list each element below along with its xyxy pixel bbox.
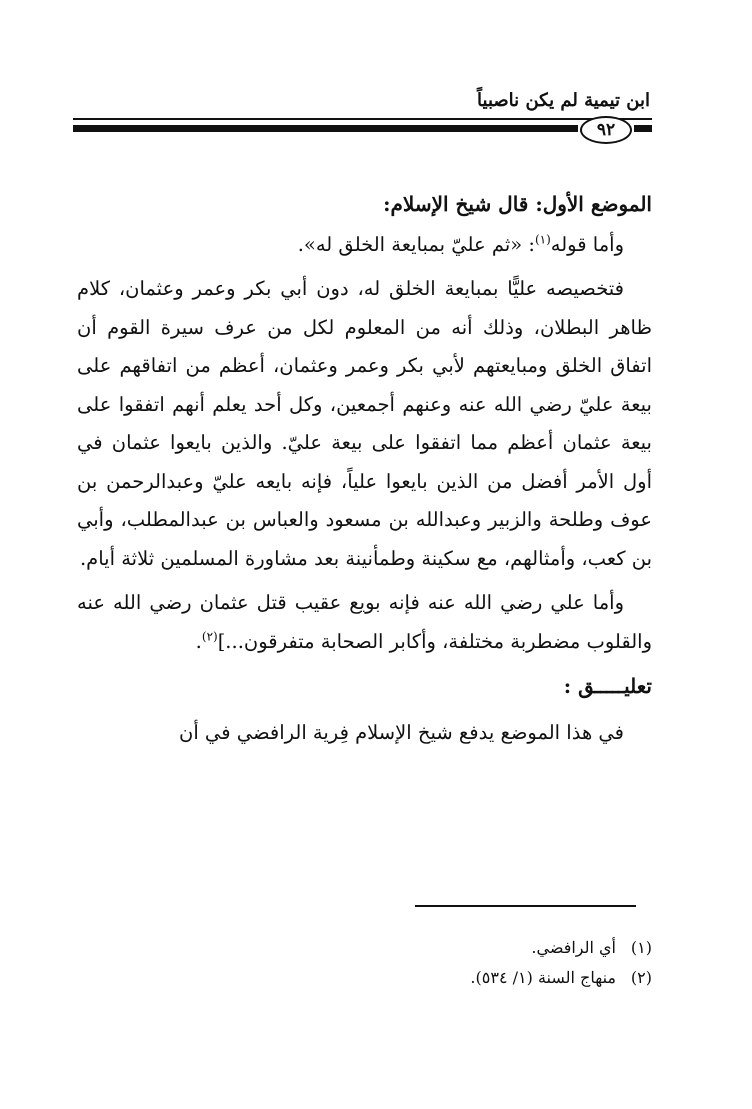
comment-heading: تعليـــــق : (563, 674, 652, 698)
footnote-2 (77, 963, 652, 993)
paragraph-2 (77, 584, 652, 661)
main-text (77, 185, 652, 752)
paragraph-2-end: . (195, 629, 202, 653)
header-rule-thin (73, 118, 652, 120)
footnote-1 (77, 933, 652, 963)
footnote-1-text: أي الرافضي. (531, 938, 616, 957)
paragraph-1: فتخصيصه عليًّا بمبايعة الخلق له، دون أبي بكر وعمر وعثمان، كلام ظاهر البطلان، وذلك أنه من المعلوم لكل من عرف سيرة القوم أن اتفاق الخلق ومبايعتهم لأبي بكر وعمر وعثمان، أعظم من اتفاقهم على بيعة عليّ رضي الله عنه وعنهم أجمعين، وكل أحد يعلم أنهم اتفقوا على بيعة عثمان أعظم مما اتفقوا على بيعة عليّ. والذين بايعوا عثمان في أول الأمر أفضل من الذين بايعوا علياً، فإنه بايعه عليّ وعبدالرحمن بن عوف وطلحة والزبير وعبدالله بن مسعود والعباس بن عبدالمطلب، وأبي بن كعب، وأمثالهم، مع سكينة وطمأنينة بعد مشاورة المسلمين ثلاثة أيام. (77, 277, 652, 570)
page-number: ٩٢ (580, 116, 632, 144)
running-title: ابن تيمية لم يكن ناصبياً (477, 90, 650, 111)
footnote-2-number: (٢) (630, 968, 652, 987)
paragraph-2-text: وأما علي رضي الله عنه فإنه بويع عقيب قتل عثمان رضي الله عنه والقلوب مضطربة مختلفة، وأكابر الصحابة متفرقون...] (77, 591, 652, 653)
footnote-ref-2: (٢) (201, 629, 218, 643)
footnote-ref-1: (١) (534, 232, 551, 246)
quote-text: : «ثم عليّ بمبايعة الخلق له». (297, 232, 535, 256)
footnote-separator (415, 905, 636, 907)
paragraph-3: في هذا الموضع يدفع شيخ الإسلام فِرية الرافضي في أن (179, 720, 624, 744)
quote-line (77, 226, 652, 265)
footnotes (77, 933, 652, 993)
header-rule-thick (73, 125, 578, 132)
footnote-2-text: منهاج السنة (١/ ٥٣٤). (470, 968, 616, 987)
header-rule-thick-right (634, 125, 652, 132)
section-heading: الموضع الأول: قال شيخ الإسلام: (383, 192, 652, 216)
quote-intro: وأما قوله (550, 232, 624, 256)
footnote-1-number: (١) (630, 938, 652, 957)
